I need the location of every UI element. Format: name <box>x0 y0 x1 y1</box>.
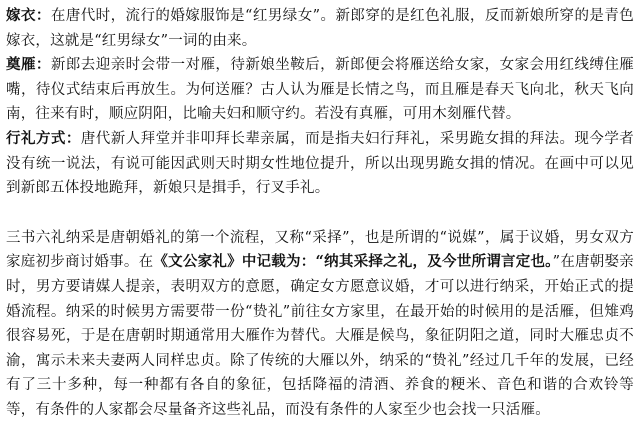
paragraph-gap <box>6 201 634 226</box>
text-goose-offering: 新郎去迎亲时会带一对雁，待新娘坐鞍后，新郎便会将雁送给女家，女家会用红线缚住雁嘴，待仪式结束后再放生。为何送雁？古人认为雁是长情之鸟，而且雁是春天飞向北，秋天飞向南，往来有时，顺应阴阳，比喻夫妇和顺守约。若没有真雁，可用木刻雁代替。 <box>6 57 634 123</box>
text-proposal-lead: 三书六礼纳采是唐朝婚礼的第一个流程，又称“采择”，也是所谓的“说媒”，属于议婚，男女双方家庭初步商讨婚事。在 <box>6 229 634 271</box>
text-proposal-rest: ”在唐朝娶亲时，男方要请媒人提亲，表明双方的意愿，确定女方愿意议婚，才可以进行纳采，开始正式的提婚流程。纳采的时候男方需要带一份“贽礼”前往女方家里，在最开始的时候用的是活雁，但雉鸡很容易死，于是在唐朝时期通常用大雁作为替代。大雁是候鸟，象征阴阳之道，同时大雁忠贞不渝，寓示未来夫妻两人同样忠贞。除了传统的大雁以外，纳采的“贽礼”经过几千年的发展，已经有了三十多种，每一种都有各自的象征，包括降福的清酒、养食的粳米、音色和谐的合欢铃等等，有条件的人家都会尽量备齐这些礼品，而没有条件的人家至少也会找一只活雁。 <box>6 254 634 418</box>
paragraph-ceremony-style <box>6 127 634 201</box>
paragraph-proposal <box>6 226 634 423</box>
paragraph-goose-offering <box>6 53 634 127</box>
paragraph-wedding-attire <box>6 4 634 53</box>
term-wedding-attire: 嫁衣： <box>6 7 51 24</box>
text-proposal-quote: 《文公家礼》中记载为：“纳其采择之礼，及今世所谓言定也。 <box>153 253 553 271</box>
term-ceremony-style: 行礼方式： <box>6 129 81 147</box>
text-ceremony-style: 唐代新人拜堂并非叩拜长辈亲属，而是指夫妇行拜礼，采男跪女揖的拜法。现今学者没有统一说法，有说可能因武则天时期女性地位提升，所以出现男跪女揖的情况。在画中可以见到新郎五体投地跪拜，新娘只是揖手，行叉手礼。 <box>6 130 634 197</box>
text-wedding-attire: 在唐代时，流行的婚嫁服饰是“红男绿女”。新郎穿的是红色礼服，反而新娘所穿的是青色嫁衣，这就是“红男绿女”一词的由来。 <box>6 8 634 49</box>
term-goose-offering: 奠雁： <box>6 56 51 74</box>
